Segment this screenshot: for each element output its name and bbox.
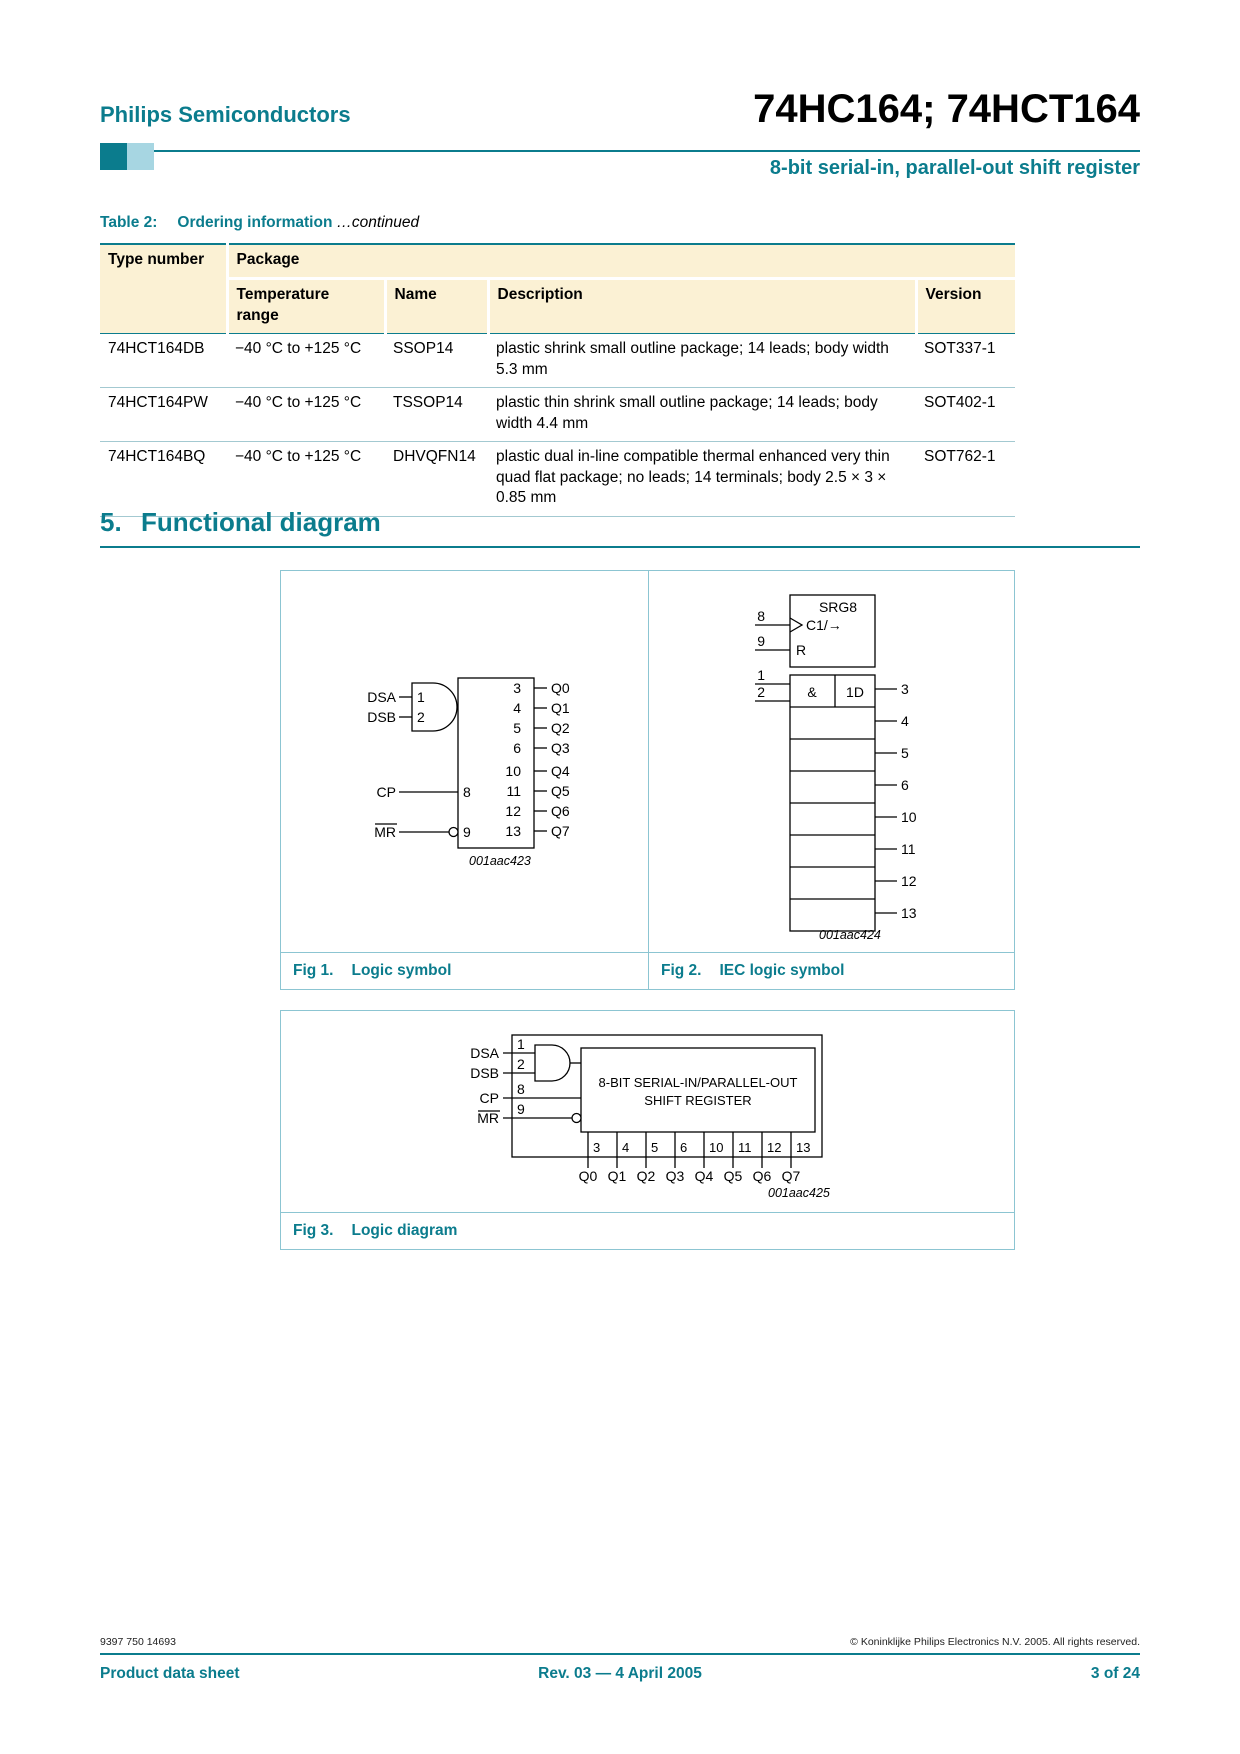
table-row	[100, 442, 1015, 516]
mr-label: MR	[374, 824, 396, 840]
logo-square-dark	[100, 143, 127, 170]
fig3-diagram	[281, 1011, 1014, 1212]
fig2-caption	[649, 952, 1014, 989]
fig1-label: Fig 1.	[293, 962, 334, 979]
cell-name: DHVQFN14	[385, 442, 488, 516]
section-heading	[100, 507, 381, 538]
cell-version: SOT762-1	[916, 442, 1015, 516]
col-header-type-number: Type number	[100, 244, 227, 334]
block-title-line2: SHIFT REGISTER	[644, 1093, 752, 1108]
col-header-description: Description	[488, 279, 916, 334]
fig2-diagram	[649, 571, 1014, 952]
part-number-title: 74HC164; 74HCT164	[753, 87, 1140, 131]
pin-number: 5	[513, 720, 521, 736]
section-number: 5.	[100, 507, 122, 537]
col-header-package: Package	[227, 244, 1015, 279]
table-caption-title: Ordering information	[177, 214, 333, 231]
pin-number: 1	[757, 667, 765, 683]
pin-number: 2	[757, 684, 765, 700]
c1-label: C1/→	[806, 617, 842, 633]
pin-number: 10	[901, 809, 917, 825]
revision-date: Rev. 03 — 4 April 2005	[538, 1665, 702, 1682]
d-input-label: 1D	[846, 684, 864, 700]
fig1-diagram	[281, 571, 648, 952]
figure-box-logic-diagram	[280, 1010, 1015, 1250]
cell-temperature-range: −40 °C to +125 °C	[227, 442, 385, 516]
cell-version: SOT402-1	[916, 388, 1015, 442]
fig2-label: Fig 2.	[661, 962, 702, 979]
dsa-label: DSA	[470, 1045, 499, 1061]
fig1-title: Logic symbol	[351, 962, 452, 979]
pin-number: 2	[417, 709, 425, 725]
fig3-title: Logic diagram	[351, 1222, 458, 1239]
figure-reference-code: 001aac424	[819, 928, 881, 942]
fig2-shapes	[755, 595, 897, 931]
pin-number: 12	[505, 803, 521, 819]
dsa-label: DSA	[367, 689, 396, 705]
dsb-label: DSB	[470, 1065, 499, 1081]
inversion-bubble	[449, 828, 458, 837]
table-caption	[100, 214, 419, 232]
inversion-bubble	[572, 1114, 581, 1123]
pin-number: 8	[757, 608, 765, 624]
output-label: Q7	[781, 1168, 801, 1184]
page-number: 3 of 24	[1090, 1665, 1140, 1682]
pin-number: 3	[901, 681, 909, 697]
mr-label: MR	[477, 1110, 499, 1126]
table-row	[100, 388, 1015, 442]
table-caption-suffix: …continued	[336, 214, 420, 231]
pin-number: 9	[463, 824, 471, 840]
output-label: Q5	[723, 1168, 743, 1184]
fig1-panel	[281, 571, 649, 989]
cell-description: plastic shrink small outline package; 14 leads; body width 5.3 mm	[488, 334, 916, 388]
output-label: Q5	[551, 783, 570, 799]
col-header-temperature-range: Temperature range	[227, 279, 385, 334]
pin-number: 8	[463, 784, 471, 800]
fig2-panel	[649, 571, 1014, 989]
logic-symbol-svg	[281, 571, 647, 952]
pin-number: 11	[506, 783, 521, 799]
pin-number: 4	[901, 713, 909, 729]
pin-number: 11	[738, 1140, 752, 1155]
pin-number: 10	[505, 763, 521, 779]
fig3-caption	[281, 1212, 1014, 1249]
logo-square-light	[127, 143, 154, 170]
cp-label: CP	[376, 784, 396, 800]
figure-reference-code: 001aac423	[469, 854, 531, 868]
section-title: Functional diagram	[141, 507, 381, 537]
pin-number: 5	[901, 745, 909, 761]
cell-type-number: 74HCT164PW	[100, 388, 227, 442]
shift-register-block	[581, 1048, 815, 1132]
document-subtitle: 8-bit serial-in, parallel-out shift register	[769, 157, 1140, 179]
output-label: Q6	[551, 803, 570, 819]
cell-version: SOT337-1	[916, 334, 1015, 388]
dsb-label: DSB	[367, 709, 396, 725]
fig1-caption	[281, 952, 648, 989]
pin-number: 6	[513, 740, 521, 756]
footer-rule	[100, 1653, 1140, 1655]
pin-number: 3	[513, 680, 521, 696]
pin-number: 6	[901, 777, 909, 793]
figure-reference-code: 001aac425	[768, 1186, 830, 1200]
output-label: Q0	[578, 1168, 598, 1184]
table-caption-label: Table 2:	[100, 214, 158, 231]
pin-number: 1	[417, 689, 425, 705]
pin-number: 1	[517, 1036, 525, 1052]
cell-type-number: 74HCT164BQ	[100, 442, 227, 516]
pin-number: 6	[680, 1140, 688, 1155]
pin-number: 9	[517, 1101, 525, 1117]
output-label: Q0	[551, 680, 570, 696]
pin-number: 8	[517, 1081, 525, 1097]
cell-temperature-range: −40 °C to +125 °C	[227, 334, 385, 388]
and-label: &	[807, 684, 817, 700]
cell-description: plastic dual in-line compatible thermal enhanced very thin quad flat package; no leads; 14 terminals; body 2.5 × 3 × 0.85 mm	[488, 442, 916, 516]
vendor-name: Philips Semiconductors	[100, 102, 351, 127]
output-label: Q4	[551, 763, 570, 779]
reset-label: R	[796, 642, 807, 658]
pin-number: 13	[796, 1140, 811, 1155]
figure-box-logic-symbols	[280, 570, 1015, 990]
cell-description: plastic thin shrink small outline package; 14 leads; body width 4.4 mm	[488, 388, 916, 442]
output-label: Q7	[551, 823, 570, 839]
cell-name: TSSOP14	[385, 388, 488, 442]
pin-number: 12	[767, 1140, 782, 1155]
fig3-label: Fig 3.	[293, 1222, 334, 1239]
srg8-label: SRG8	[818, 599, 858, 615]
output-label: Q3	[551, 740, 570, 756]
col-header-version: Version	[916, 279, 1015, 334]
register-box	[458, 678, 534, 848]
output-label: Q1	[551, 700, 570, 716]
cell-type-number: 74HCT164DB	[100, 334, 227, 388]
pin-number: 5	[651, 1140, 659, 1155]
pin-number: 9	[757, 633, 765, 649]
pin-number: 13	[505, 823, 521, 839]
fig2-title: IEC logic symbol	[719, 962, 845, 979]
header-rule	[154, 150, 1140, 152]
ordering-table	[100, 243, 1015, 517]
pin-number: 12	[901, 873, 917, 889]
fig1-shapes	[375, 678, 547, 848]
pin-number: 3	[593, 1140, 601, 1155]
pin-number: 2	[517, 1056, 525, 1072]
pin-number: 4	[513, 700, 521, 716]
output-label: Q6	[752, 1168, 772, 1184]
cell-temperature-range: −40 °C to +125 °C	[227, 388, 385, 442]
output-label: Q1	[607, 1168, 627, 1184]
cp-label: CP	[479, 1090, 499, 1106]
output-label: Q3	[665, 1168, 685, 1184]
output-label: Q4	[694, 1168, 714, 1184]
output-label: Q2	[551, 720, 570, 736]
and-gate	[535, 1045, 570, 1081]
section-rule	[100, 546, 1140, 548]
output-label: Q2	[636, 1168, 656, 1184]
pin-number: 4	[622, 1140, 630, 1155]
logic-diagram-svg	[281, 1011, 1014, 1212]
iec-logic-symbol-svg	[649, 571, 1014, 952]
copyright-notice: © Koninklijke Philips Electronics N.V. 2005. All rights reserved.	[850, 1636, 1140, 1648]
pin-number: 10	[709, 1140, 724, 1155]
table-row	[100, 334, 1015, 388]
pin-number: 11	[901, 841, 916, 857]
pin-number: 13	[901, 905, 917, 921]
clock-wedge	[790, 618, 802, 632]
document-number: 9397 750 14693	[100, 1636, 176, 1648]
document-type: Product data sheet	[100, 1665, 240, 1682]
cell-name: SSOP14	[385, 334, 488, 388]
col-header-name: Name	[385, 279, 488, 334]
block-title-line1: 8-BIT SERIAL-IN/PARALLEL-OUT	[598, 1075, 798, 1090]
